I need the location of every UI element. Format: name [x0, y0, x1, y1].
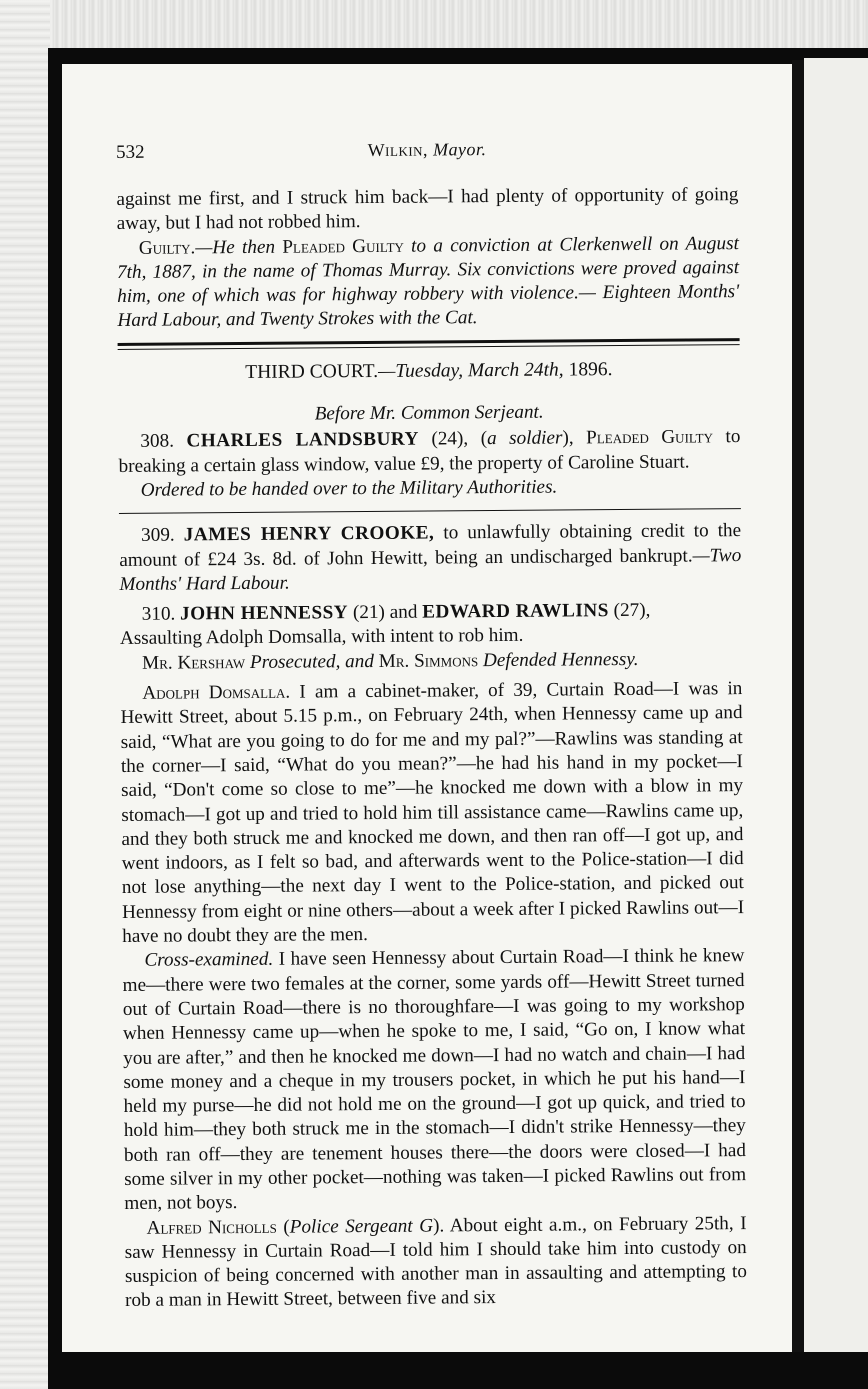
- testimony-cross-examined: Cross-examined. I have seen Hennessy about Curtain Road—I think he knew me—there were two females at the corner, some yards off—Hewitt Street turned out of Curtain Road—there is no thoroughfare—I was going to my workshop when Hennessy came up—when he spoke to me, I said, “Go on, I know what you are after,” and then he knocked me down—I had no watch and chain—I had some money and a cheque in my trousers pocket, in which he put his hand—I held my purse—he did not hold me on the ground—I got up quick, and tried to hold him—they both struck me in the stomach—I didn't strike Hennessy—they both ran off—they are tenement houses there—the doors were closed—I had some silver in my other pocket—nothing was taken—I picked Rawlins out from men, not boys.: [122, 945, 747, 1215]
- prev-case-verdict: Guilty.—He then Pleaded Guilty to a conviction at Clerkenwell on August 7th, 1887, in the name of Thomas Murray. Six convictions were proved against him, one of which was for highway robbery with violence.— Eighteen Months' Hard Labour, and Twenty Strokes with the Cat.: [116, 232, 740, 332]
- case-divider: [119, 508, 741, 514]
- page-fold: [792, 60, 804, 1360]
- case-310: 310. JOHN HENNESSY (21) and EDWARD RAWLINS (27),: [141, 599, 651, 625]
- case-309: 309. JAMES HENRY CROOKE, to unlawfully obtaining credit to the amount of £24 3s. 8d. of John Hewitt, being an undischarged bankrupt.—Two Months' Hard Labour.: [119, 520, 742, 595]
- facing-page-edge: [804, 58, 868, 1358]
- case-308-sentence: Ordered to be handed over to the Military Authorities.: [140, 476, 558, 501]
- scan-margin-left: [0, 0, 50, 1389]
- running-header: [116, 135, 738, 174]
- prev-case-text: against me first, and I struck him back—I had plenty of opportunity of going away, but I had not robbed him.: [116, 184, 739, 235]
- running-title: Wilkin, Mayor.: [367, 139, 487, 161]
- section-divider: [118, 338, 740, 350]
- case-310-counsel: Mr. Kershaw Prosecuted, and Mr. Simmons Defended Hennessy.: [142, 648, 639, 674]
- testimony-domsalla: Adolph Domsalla. I am a cabinet-maker, of 39, Curtain Road—I was in Hewitt Street, about 5.15 p.m., on February 24th, when Hennessy came up and said, “What are you going to do for me and my pal?”—Rawlins was standing at the corner—I said, “What do you mean?”—he had his hand in my pocket—I said, “Don't come so close to me”—he knocked me down with a blow in my stomach—I got up and tried to hold him till assistance came—Rawlins came up, and they both struck me and knocked me down, and then ran off—I got up, and went indoors, as I felt so bad, and afterwards went to the Police-station—I did not lose anything—the next day I went to the Police-station, and picked out Hennessy from eight or nine others—about a week after I picked Rawlins out—I have no doubt they are the men.: [120, 678, 745, 947]
- case-310-charge: Assaulting Adolph Domsalla, with intent to rob him.: [119, 625, 524, 650]
- page-number: 532: [116, 141, 145, 163]
- page-text: [116, 135, 747, 1314]
- before-judge: Before Mr. Common Serjeant.: [314, 401, 544, 425]
- page-border-bottom: [48, 1352, 868, 1389]
- case-308: 308. CHARLES LANDSBURY (24), (a soldier), Pleaded Guilty to breaking a certain glass window, value £9, the property of Caroline Stuart.: [118, 426, 741, 477]
- testimony-nicholls: Alfred Nicholls (Police Sergeant G). About eight a.m., on February 25th, I saw Hennessy in Curtain Road—I told him I should take him into custody on suspicion of being concerned with another man in assaulting and attempting to rob a man in Hewitt Street, between five and six: [124, 1212, 747, 1312]
- court-heading: THIRD COURT.—Tuesday, March 24th, 1896.: [245, 358, 613, 383]
